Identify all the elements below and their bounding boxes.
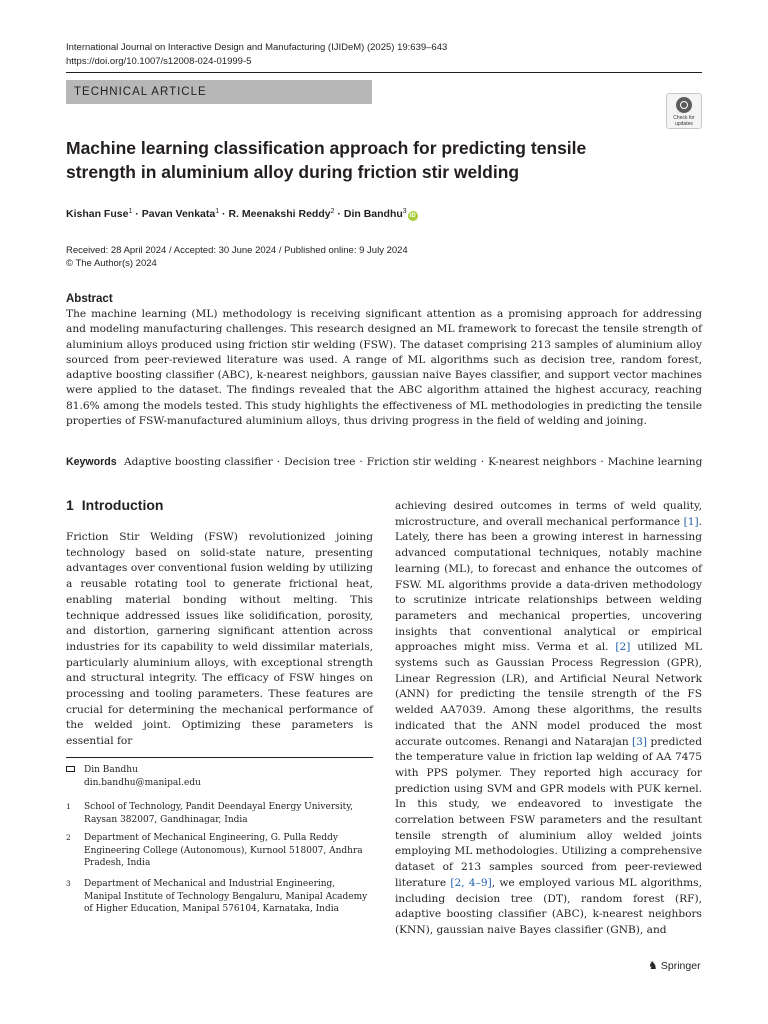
intro-right-column bbox=[395, 499, 702, 939]
header-divider bbox=[66, 72, 702, 73]
author-separator: · bbox=[132, 208, 142, 220]
crossmark-label: Check for updates bbox=[673, 115, 695, 127]
section-heading bbox=[66, 497, 163, 513]
affiliation-text: School of Technology, Pandit Deendayal Energy University, Raysan 382007, Gandhinagar, India bbox=[84, 802, 353, 825]
author-separator: · bbox=[219, 208, 229, 220]
paragraph-text: predicted the temperature value in friction lap welding of AA 7475 with PPS polymer. They reported high accuracy for prediction using SVM and GPR models with PUK kernel. In this study, we endeavored to investigate the correlation between FSW parameters and the resultant tensile strength of aluminium alloy welded joints employing ML methodologies. Utilizing a comprehensive dataset of 213 samples sourced from peer-reviewed literature bbox=[395, 735, 702, 889]
crossmark-icon bbox=[676, 97, 692, 113]
keywords-line bbox=[66, 455, 706, 469]
corresponding-author bbox=[66, 764, 373, 789]
affiliation-text: Department of Mechanical Engineering, G. Pulla Reddy Engineering College (Autonomous), Kurnool 518007, Andhra Pradesh, India bbox=[84, 833, 363, 868]
affiliation-marker: 2 bbox=[330, 208, 335, 215]
corresponding-name: Din Bandhu bbox=[84, 765, 138, 775]
article-type-banner: TECHNICAL ARTICLE bbox=[66, 80, 372, 104]
affiliation-marker: 1 bbox=[128, 208, 133, 215]
intro-left-column bbox=[66, 530, 373, 750]
orcid-icon[interactable]: iD bbox=[409, 213, 416, 219]
author-separator: · bbox=[334, 208, 344, 220]
section-number: 1 bbox=[66, 497, 74, 513]
abstract-text: The machine learning (ML) methodology is receiving significant attention as a promising approach for addressing and modeling manufacturing challenges. This research designed an ML framework to forecast the tensile strength of aluminium alloys produced using friction stir welding (FSW). The dataset comprising 213 samples of aluminium alloy sourced from peer-reviewed literature was used. A range of ML algorithms such as decision tree, random forest, adaptive boosting classifier (ABC), k-nearest neighbors, gaussian naive Bayes classifier, and support vector machines were applied to the dataset. The findings revealed that the ABC algorithm attained the highest accuracy, reaching 81.6% among the models tested. This study highlights the effectiveness of ML methodologies in predicting the tensile properties of FSW-manufactured aluminium alloys, thus driving progress in the field of welding and joining. bbox=[66, 308, 702, 428]
affiliation-footnote bbox=[66, 801, 373, 826]
keyword-separator: · bbox=[480, 456, 485, 468]
author-name[interactable]: Pavan Venkata bbox=[141, 208, 216, 220]
citation-link[interactable]: [1] bbox=[683, 515, 699, 528]
keyword: Decision tree bbox=[284, 456, 356, 468]
affiliation-footnote bbox=[66, 878, 373, 916]
citation-link[interactable]: [3] bbox=[632, 735, 648, 748]
keyword-separator: · bbox=[600, 456, 604, 468]
affiliation-number: 1 bbox=[66, 802, 71, 811]
affiliation-marker: 3 bbox=[402, 208, 407, 215]
paragraph-text: , we employed various ML algorithms, including decision tree (DT), random forest (RF), adaptive boosting classifier (ABC), k-nearest neighbors (KNN), gaussian naive Bayes classifier (GNB), and bbox=[395, 876, 702, 936]
paper-title: Machine learning classification approach for predicting tensile strength in aluminium alloy during friction stir welding bbox=[66, 138, 587, 182]
author-list bbox=[66, 205, 418, 221]
affiliation-number: 2 bbox=[66, 833, 71, 842]
publisher-logo bbox=[648, 959, 701, 973]
affiliation-footnote bbox=[66, 832, 373, 870]
section-title: Introduction bbox=[81, 497, 164, 513]
envelope-icon bbox=[66, 766, 75, 772]
keyword-separator: · bbox=[276, 456, 281, 468]
paragraph-text: achieving desired outcomes in terms of weld quality, microstructure, and overall mechanical performance bbox=[395, 500, 702, 528]
copyright-notice: © The Author(s) 2024 bbox=[66, 258, 157, 269]
affiliation-number: 3 bbox=[66, 879, 71, 888]
paragraph-text: utilized ML systems such as Gaussian Process Regression (GPR), Linear Regression (LR), and Artificial Neural Network (ANN) for predicting the tensile strength of the FS welded AA7039. Among these algorithms, the results indicated that the ANN model produced the most accurate outcomes. Renangi and Natarajan bbox=[395, 641, 702, 748]
check-for-updates-badge[interactable] bbox=[666, 93, 702, 129]
journal-citation: International Journal on Interactive Design and Manufacturing (IJIDeM) (2025) 19:639–643 bbox=[66, 42, 448, 53]
paragraph-text: Friction Stir Welding (FSW) revolutionized joining technology based on solid-state nature, presenting advantages over conventional fusion welding by utilizing a reusable rotating tool to generate frictional heat, enabling material bonding without melting. This technique addressed issues like solidification, porosity, and distortion, garnering significant attention across industries for its capability to weld dissimilar materials, particularly aluminium alloys, with exceptional strength and structural integrity. The efficacy of FSW hinges on processing and tooling parameters. These features are crucial for determining the mechanical performance of the welded joint. Optimizing these parameters is essential for bbox=[66, 531, 373, 748]
author-name[interactable]: Kishan Fuse bbox=[66, 208, 129, 220]
citation-link[interactable]: [2, 4–9] bbox=[450, 876, 492, 889]
keyword-separator: · bbox=[359, 456, 363, 468]
paragraph-text: . Lately, there has been a growing interest in harnessing advanced computational techniques, notably machine learning (ML), to forecast and enhance the outcomes of FSW. ML algorithms provide a data-driven methodology to scrutinize intricate relationships between welding parameters and mechanical properties, uncovering insights that conventional analytical or empirical approaches might miss. Verma et al. bbox=[395, 515, 702, 654]
keyword: K-nearest neighbors bbox=[488, 456, 597, 468]
affiliation-marker: 1 bbox=[215, 208, 220, 215]
corresponding-email[interactable]: din.bandhu@manipal.edu bbox=[84, 777, 201, 788]
keyword: Adaptive boosting classifier bbox=[124, 456, 273, 468]
affiliation-text: Department of Mechanical and Industrial Engineering, Manipal Institute of Technology Bengaluru, Manipal Academy of Higher Education, Manipal 576104, Karnataka, India bbox=[84, 879, 368, 914]
keyword: Friction stir welding bbox=[366, 456, 477, 468]
publisher-name: Springer bbox=[660, 960, 701, 972]
keyword: Machine learning bbox=[607, 456, 703, 468]
author-name[interactable]: R. Meenakshi Reddy bbox=[228, 208, 331, 220]
author-name[interactable]: Din Bandhu bbox=[343, 208, 403, 220]
citation-link[interactable]: [2] bbox=[615, 641, 631, 654]
publication-dates: Received: 28 April 2024 / Accepted: 30 June 2024 / Published online: 9 July 2024 bbox=[66, 245, 408, 256]
abstract-heading: Abstract bbox=[66, 293, 113, 305]
springer-horse-icon: ♞ bbox=[648, 960, 658, 972]
doi-link[interactable]: https://doi.org/10.1007/s12008-024-01999-5 bbox=[66, 56, 252, 67]
footnote-divider bbox=[66, 757, 373, 758]
keywords-label: Keywords bbox=[66, 456, 117, 468]
